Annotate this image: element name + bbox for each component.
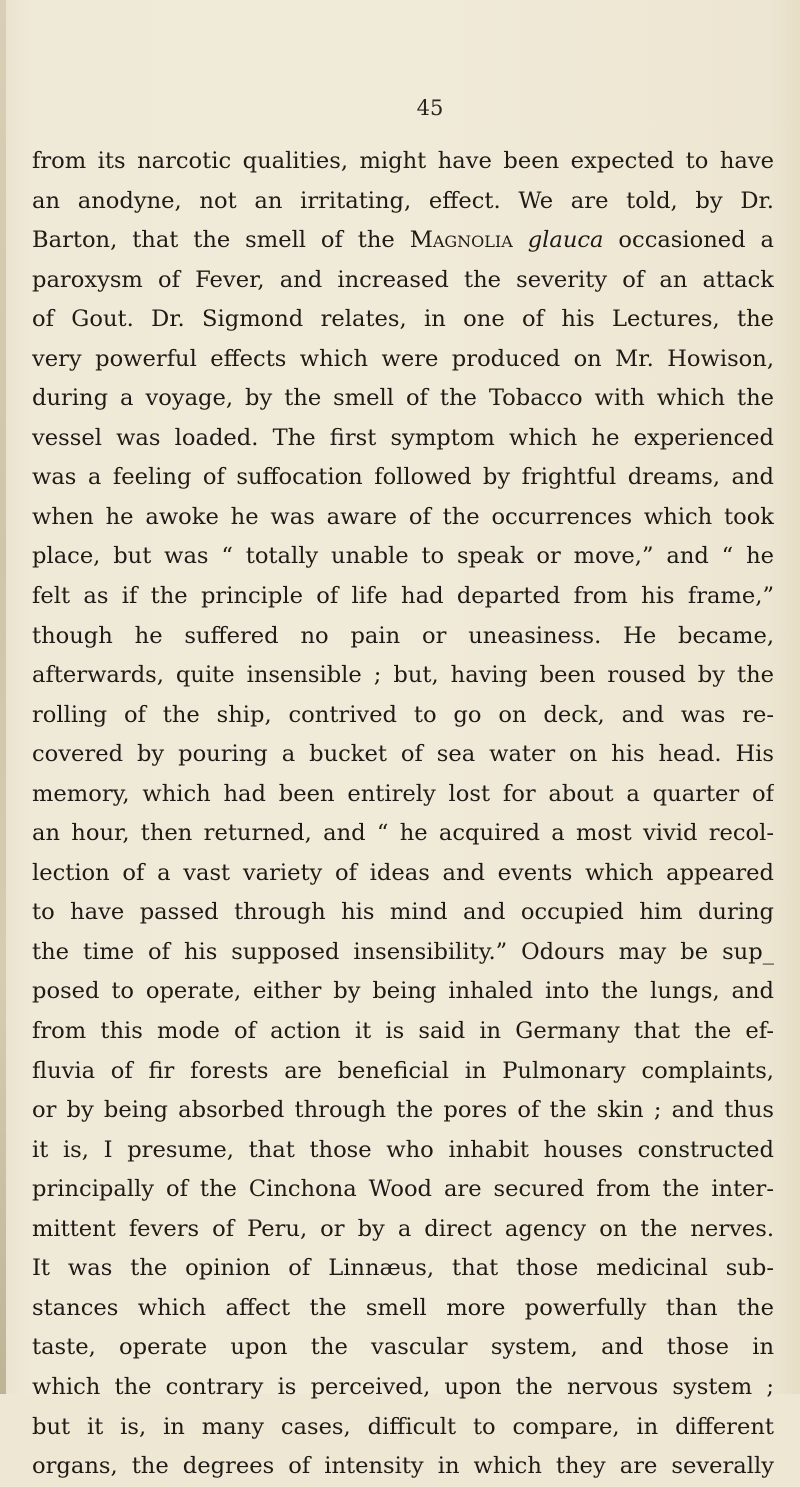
text-line: though he suffered no pain or uneasiness. He became, — [32, 622, 774, 649]
text-line: the time of his supposed insensibility.” Odours may be sup_ — [32, 938, 774, 965]
text-line: principally of the Cinchona Wood are secured from the inter- — [32, 1176, 774, 1203]
text-line: which the contrary is perceived, upon the nervous system ; — [32, 1373, 774, 1400]
text-line: lection of a vast variety of ideas and events which appeared — [32, 859, 774, 886]
text-line: mittent fevers of Peru, or by a direct agency on the nerves. — [32, 1215, 774, 1242]
text-line: an anodyne, not an irritating, effect. We are told, by Dr. — [32, 187, 774, 214]
text-line: felt as if the principle of life had departed from his frame,” — [32, 583, 774, 610]
text-line: Barton, that the smell of the Magnolia glauca occasioned a — [32, 227, 774, 254]
text-line: paroxysm of Fever, and increased the severity of an attack — [32, 266, 774, 293]
text-line: afterwards, quite insensible ; but, having been roused by the — [32, 662, 774, 689]
text-line: stances which affect the smell more powerfully than the — [32, 1294, 774, 1321]
text-line: was a feeling of suffocation followed by frightful dreams, and — [32, 464, 774, 491]
text-line: organs, the degrees of intensity in which they are severally — [32, 1453, 774, 1480]
text-line: to have passed through his mind and occupied him during — [32, 899, 774, 926]
text-line: vessel was loaded. The first symptom which he experienced — [32, 424, 774, 451]
text-line: or by being absorbed through the pores of the skin ; and thus — [32, 1097, 774, 1124]
text-line: from this mode of action it is said in Germany that the ef- — [32, 1018, 774, 1045]
page-binding-edge — [0, 0, 6, 1394]
text-line: during a voyage, by the smell of the Tobacco with which the — [32, 385, 774, 412]
body-text — [32, 142, 774, 1487]
text-line: fluvia of fir forests are beneficial in Pulmonary complaints, — [32, 1057, 774, 1084]
text-line: very powerful effects which were produced on Mr. Howison, — [32, 345, 774, 372]
text-line: posed to operate, either by being inhaled into the lungs, and — [32, 978, 774, 1005]
text-line: taste, operate upon the vascular system, and those in — [32, 1334, 774, 1361]
text-line: place, but was “ totally unable to speak or move,” and “ he — [32, 543, 774, 570]
text-line: an hour, then returned, and “ he acquired a most vivid recol- — [32, 820, 774, 847]
text-line: of Gout. Dr. Sigmond relates, in one of his Lectures, the — [32, 306, 774, 333]
text-line: but it is, in many cases, difficult to compare, in different — [32, 1413, 774, 1440]
page-number: 45 — [416, 96, 444, 120]
text-line: when he awoke he was aware of the occurrences which took — [32, 503, 774, 530]
text-line: covered by pouring a bucket of sea water on his head. His — [32, 741, 774, 768]
text-line: it is, I presume, that those who inhabit houses constructed — [32, 1136, 774, 1163]
text-line: It was the opinion of Linnæus, that those medicinal sub- — [32, 1255, 774, 1282]
text-line: from its narcotic qualities, might have been expected to have — [32, 148, 774, 174]
text-line: rolling of the ship, contrived to go on deck, and was re- — [32, 701, 774, 728]
text-line: memory, which had been entirely lost for about a quarter of — [32, 780, 774, 807]
